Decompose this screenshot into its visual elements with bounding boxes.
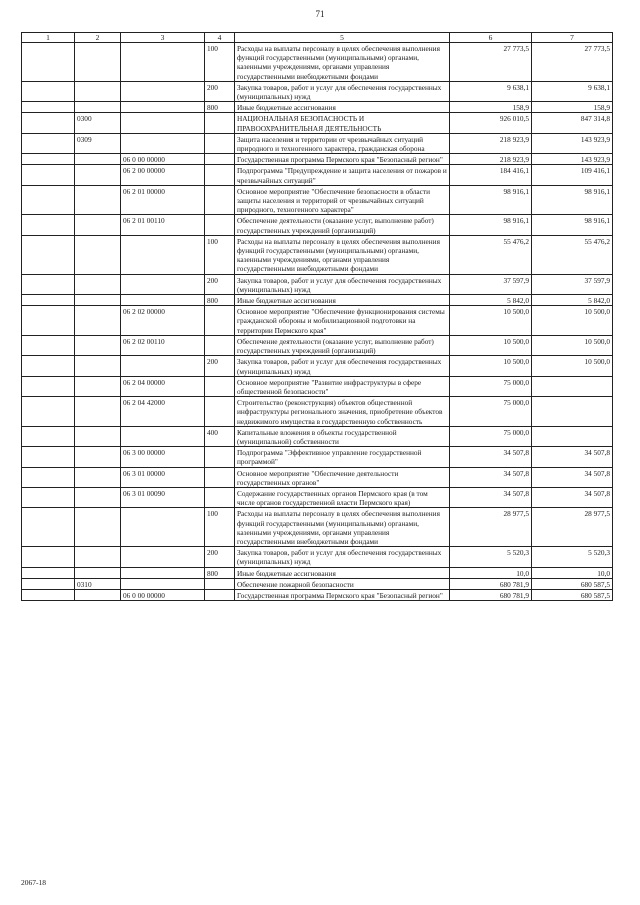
cell-target-code	[121, 508, 205, 547]
cell-amount-col7: 34 507,8	[532, 467, 613, 487]
cell-col1	[22, 335, 75, 355]
cell-section-code	[75, 185, 121, 215]
cell-expense-type: 100	[205, 235, 235, 274]
cell-section-code	[75, 447, 121, 467]
cell-expense-type: 200	[205, 274, 235, 294]
cell-amount-col7: 27 773,5	[532, 43, 613, 82]
cell-amount-col6: 75 000,0	[450, 397, 532, 427]
cell-target-code: 06 2 01 00110	[121, 215, 205, 235]
cell-section-code: 0300	[75, 113, 121, 133]
cell-section-code	[75, 102, 121, 113]
cell-section-code	[75, 547, 121, 567]
cell-target-code	[121, 133, 205, 153]
cell-target-code	[121, 235, 205, 274]
cell-col1	[22, 43, 75, 82]
cell-amount-col6: 680 781,9	[450, 589, 532, 600]
cell-target-code: 06 2 04 00000	[121, 376, 205, 396]
cell-section-code	[75, 376, 121, 396]
cell-target-code	[121, 295, 205, 306]
cell-item-name: Строительство (реконструкция) объектов общественной инфраструктуры регионального значения, приобретение объектов недвижимого имущества в государственную собственность	[235, 397, 450, 427]
cell-col1	[22, 376, 75, 396]
cell-amount-col6: 10 500,0	[450, 335, 532, 355]
cell-target-code	[121, 43, 205, 82]
table-row	[22, 335, 613, 355]
cell-expense-type: 200	[205, 81, 235, 101]
table-row	[22, 215, 613, 235]
cell-item-name: Основное мероприятие "Обеспечение функционирования системы гражданской обороны и мобилизационной подготовки на территории Пермского края"	[235, 306, 450, 336]
page-number: 71	[315, 9, 325, 19]
budget-table	[21, 32, 613, 601]
table-row	[22, 376, 613, 396]
cell-expense-type	[205, 467, 235, 487]
table-row	[22, 567, 613, 578]
cell-expense-type: 800	[205, 102, 235, 113]
cell-target-code	[121, 426, 205, 446]
cell-target-code: 06 2 00 00000	[121, 165, 205, 185]
cell-target-code	[121, 113, 205, 133]
table-row	[22, 589, 613, 600]
header-cell: 7	[532, 33, 613, 43]
table-row	[22, 397, 613, 427]
cell-expense-type	[205, 306, 235, 336]
cell-item-name: Иные бюджетные ассигнования	[235, 295, 450, 306]
cell-amount-col6: 37 597,9	[450, 274, 532, 294]
cell-amount-col7: 34 507,8	[532, 447, 613, 467]
cell-target-code: 06 2 02 00000	[121, 306, 205, 336]
cell-col1	[22, 397, 75, 427]
cell-expense-type	[205, 578, 235, 589]
cell-amount-col7	[532, 376, 613, 396]
table-row	[22, 274, 613, 294]
cell-amount-col6: 218 923,9	[450, 154, 532, 165]
cell-item-name: Закупка товаров, работ и услуг для обеспечения государственных (муниципальных) нужд	[235, 274, 450, 294]
cell-item-name: Расходы на выплаты персоналу в целях обеспечения выполнения функций государственными (муниципальными) органами, казенными учреждениями, органами управления государственными внебюджетными фондами	[235, 508, 450, 547]
cell-col1	[22, 295, 75, 306]
cell-amount-col7: 680 587,5	[532, 589, 613, 600]
header-cell: 3	[121, 33, 205, 43]
cell-col1	[22, 165, 75, 185]
cell-target-code	[121, 102, 205, 113]
cell-expense-type	[205, 185, 235, 215]
cell-item-name: Капитальные вложения в объекты государственной (муниципальной) собственности	[235, 426, 450, 446]
table-row	[22, 356, 613, 376]
cell-item-name: Закупка товаров, работ и услуг для обеспечения государственных (муниципальных) нужд	[235, 356, 450, 376]
cell-col1	[22, 467, 75, 487]
cell-target-code: 06 2 01 00000	[121, 185, 205, 215]
header-cell: 1	[22, 33, 75, 43]
cell-amount-col7: 37 597,9	[532, 274, 613, 294]
cell-amount-col7: 34 507,8	[532, 487, 613, 507]
table-row	[22, 81, 613, 101]
cell-section-code	[75, 43, 121, 82]
cell-target-code	[121, 547, 205, 567]
cell-amount-col6: 926 010,5	[450, 113, 532, 133]
table-row	[22, 154, 613, 165]
cell-expense-type	[205, 165, 235, 185]
cell-col1	[22, 306, 75, 336]
table-row	[22, 43, 613, 82]
cell-amount-col7: 10,0	[532, 567, 613, 578]
cell-section-code	[75, 467, 121, 487]
cell-amount-col6: 75 000,0	[450, 426, 532, 446]
cell-target-code	[121, 578, 205, 589]
cell-section-code	[75, 215, 121, 235]
cell-amount-col6: 10,0	[450, 567, 532, 578]
cell-col1	[22, 215, 75, 235]
header-cell: 4	[205, 33, 235, 43]
cell-item-name: Обеспечение деятельности (оказание услуг, выполнение работ) государственных учреждений (организаций)	[235, 335, 450, 355]
cell-item-name: Основное мероприятие "Обеспечение деятельности государственных органов"	[235, 467, 450, 487]
cell-target-code: 06 3 01 00000	[121, 467, 205, 487]
cell-target-code: 06 0 00 00000	[121, 589, 205, 600]
cell-target-code	[121, 356, 205, 376]
cell-item-name: Закупка товаров, работ и услуг для обеспечения государственных (муниципальных) нужд	[235, 547, 450, 567]
cell-amount-col6: 55 476,2	[450, 235, 532, 274]
cell-col1	[22, 567, 75, 578]
cell-target-code: 06 2 02 00110	[121, 335, 205, 355]
cell-target-code: 06 2 04 42000	[121, 397, 205, 427]
cell-section-code	[75, 567, 121, 578]
table-row	[22, 447, 613, 467]
cell-amount-col7: 10 500,0	[532, 306, 613, 336]
cell-col1	[22, 589, 75, 600]
cell-item-name: Защита населения и территории от чрезвычайных ситуаций природного и техногенного характера, гражданская оборона	[235, 133, 450, 153]
cell-col1	[22, 133, 75, 153]
cell-expense-type	[205, 133, 235, 153]
cell-section-code	[75, 397, 121, 427]
cell-amount-col7: 28 977,5	[532, 508, 613, 547]
cell-amount-col7: 5 520,3	[532, 547, 613, 567]
cell-section-code	[75, 306, 121, 336]
cell-section-code	[75, 154, 121, 165]
cell-section-code	[75, 235, 121, 274]
cell-amount-col7: 98 916,1	[532, 215, 613, 235]
cell-col1	[22, 487, 75, 507]
cell-expense-type: 200	[205, 547, 235, 567]
cell-amount-col7: 10 500,0	[532, 356, 613, 376]
cell-target-code	[121, 567, 205, 578]
cell-amount-col7: 98 916,1	[532, 185, 613, 215]
table-row	[22, 578, 613, 589]
cell-amount-col7	[532, 426, 613, 446]
cell-section-code	[75, 356, 121, 376]
cell-section-code	[75, 335, 121, 355]
cell-col1	[22, 154, 75, 165]
cell-item-name: Обеспечение пожарной безопасности	[235, 578, 450, 589]
cell-col1	[22, 185, 75, 215]
cell-amount-col6: 34 507,8	[450, 467, 532, 487]
table-row	[22, 102, 613, 113]
table-row	[22, 235, 613, 274]
table-row	[22, 165, 613, 185]
cell-item-name: Закупка товаров, работ и услуг для обеспечения государственных (муниципальных) нужд	[235, 81, 450, 101]
cell-item-name: Обеспечение деятельности (оказание услуг, выполнение работ) государственных учреждений (организаций)	[235, 215, 450, 235]
cell-amount-col7: 55 476,2	[532, 235, 613, 274]
cell-item-name: Подпрограмма "Эффективное управление государственной программой"	[235, 447, 450, 467]
cell-amount-col7: 9 638,1	[532, 81, 613, 101]
cell-col1	[22, 508, 75, 547]
table-row	[22, 487, 613, 507]
cell-expense-type	[205, 397, 235, 427]
cell-section-code: 0310	[75, 578, 121, 589]
cell-col1	[22, 81, 75, 101]
cell-item-name: Государственная программа Пермского края "Безопасный регион"	[235, 589, 450, 600]
cell-section-code	[75, 508, 121, 547]
cell-target-code	[121, 81, 205, 101]
cell-expense-type: 800	[205, 295, 235, 306]
cell-section-code	[75, 426, 121, 446]
cell-amount-col7: 10 500,0	[532, 335, 613, 355]
cell-section-code: 0309	[75, 133, 121, 153]
cell-expense-type	[205, 447, 235, 467]
cell-item-name: НАЦИОНАЛЬНАЯ БЕЗОПАСНОСТЬ И ПРАВООХРАНИТЕЛЬНАЯ ДЕЯТЕЛЬНОСТЬ	[235, 113, 450, 133]
table-row	[22, 306, 613, 336]
cell-section-code	[75, 589, 121, 600]
cell-amount-col6: 75 000,0	[450, 376, 532, 396]
table-row	[22, 185, 613, 215]
cell-target-code: 06 3 00 00000	[121, 447, 205, 467]
cell-amount-col7: 5 842,0	[532, 295, 613, 306]
cell-col1	[22, 447, 75, 467]
table-row	[22, 467, 613, 487]
cell-amount-col6: 218 923,9	[450, 133, 532, 153]
cell-col1	[22, 426, 75, 446]
table-row	[22, 295, 613, 306]
cell-expense-type: 400	[205, 426, 235, 446]
cell-amount-col6: 184 416,1	[450, 165, 532, 185]
cell-expense-type	[205, 376, 235, 396]
table-row	[22, 508, 613, 547]
cell-amount-col6: 34 507,8	[450, 447, 532, 467]
cell-expense-type	[205, 589, 235, 600]
cell-col1	[22, 547, 75, 567]
cell-amount-col7: 847 314,8	[532, 113, 613, 133]
cell-amount-col6: 680 781,9	[450, 578, 532, 589]
cell-amount-col7	[532, 397, 613, 427]
cell-expense-type: 800	[205, 567, 235, 578]
cell-item-name: Содержание государственных органов Пермского края (в том числе органов государственной власти Пермского края)	[235, 487, 450, 507]
header-row	[22, 33, 613, 43]
cell-amount-col6: 5 842,0	[450, 295, 532, 306]
cell-item-name: Иные бюджетные ассигнования	[235, 102, 450, 113]
cell-item-name: Расходы на выплаты персоналу в целях обеспечения выполнения функций государственными (муниципальными) органами, казенными учреждениями, органами управления государственными внебюджетными фондами	[235, 235, 450, 274]
cell-amount-col7: 143 923,9	[532, 154, 613, 165]
cell-amount-col7: 143 923,9	[532, 133, 613, 153]
cell-item-name: Расходы на выплаты персоналу в целях обеспечения выполнения функций государственными (муниципальными) органами, казенными учреждениями, органами управления государственными внебюджетными фондами	[235, 43, 450, 82]
cell-amount-col7: 109 416,1	[532, 165, 613, 185]
table-row	[22, 113, 613, 133]
cell-target-code: 06 0 00 00000	[121, 154, 205, 165]
cell-expense-type: 100	[205, 43, 235, 82]
header-cell: 5	[235, 33, 450, 43]
cell-expense-type	[205, 215, 235, 235]
cell-col1	[22, 578, 75, 589]
cell-amount-col6: 9 638,1	[450, 81, 532, 101]
table-row	[22, 426, 613, 446]
cell-item-name: Государственная программа Пермского края "Безопасный регион"	[235, 154, 450, 165]
cell-section-code	[75, 295, 121, 306]
cell-amount-col6: 158,9	[450, 102, 532, 113]
cell-item-name: Основное мероприятие "Развитие инфраструктуры в сфере общественной безопасности"	[235, 376, 450, 396]
cell-amount-col6: 27 773,5	[450, 43, 532, 82]
cell-item-name: Основное мероприятие "Обеспечение безопасности в области защиты населения и территорий от чрезвычайных ситуаций природного, техногенного характера"	[235, 185, 450, 215]
cell-amount-col6: 28 977,5	[450, 508, 532, 547]
cell-section-code	[75, 487, 121, 507]
cell-section-code	[75, 165, 121, 185]
cell-col1	[22, 102, 75, 113]
cell-expense-type	[205, 113, 235, 133]
cell-amount-col6: 98 916,1	[450, 185, 532, 215]
cell-item-name: Подпрограмма "Предупреждение и защита населения от пожаров и чрезвычайных ситуаций"	[235, 165, 450, 185]
cell-amount-col6: 10 500,0	[450, 356, 532, 376]
cell-col1	[22, 235, 75, 274]
cell-col1	[22, 113, 75, 133]
cell-expense-type: 200	[205, 356, 235, 376]
header-cell: 2	[75, 33, 121, 43]
cell-item-name: Иные бюджетные ассигнования	[235, 567, 450, 578]
cell-amount-col6: 98 916,1	[450, 215, 532, 235]
cell-col1	[22, 356, 75, 376]
cell-amount-col6: 34 507,8	[450, 487, 532, 507]
cell-amount-col6: 10 500,0	[450, 306, 532, 336]
table-row	[22, 133, 613, 153]
header-cell: 6	[450, 33, 532, 43]
cell-amount-col7: 158,9	[532, 102, 613, 113]
cell-amount-col6: 5 520,3	[450, 547, 532, 567]
document-footer-code: 2067-18	[21, 878, 46, 887]
cell-expense-type	[205, 154, 235, 165]
cell-expense-type: 100	[205, 508, 235, 547]
cell-target-code	[121, 274, 205, 294]
cell-amount-col7: 680 587,5	[532, 578, 613, 589]
cell-expense-type	[205, 335, 235, 355]
cell-col1	[22, 274, 75, 294]
cell-section-code	[75, 81, 121, 101]
table-row	[22, 547, 613, 567]
cell-section-code	[75, 274, 121, 294]
cell-target-code: 06 3 01 00090	[121, 487, 205, 507]
cell-expense-type	[205, 487, 235, 507]
